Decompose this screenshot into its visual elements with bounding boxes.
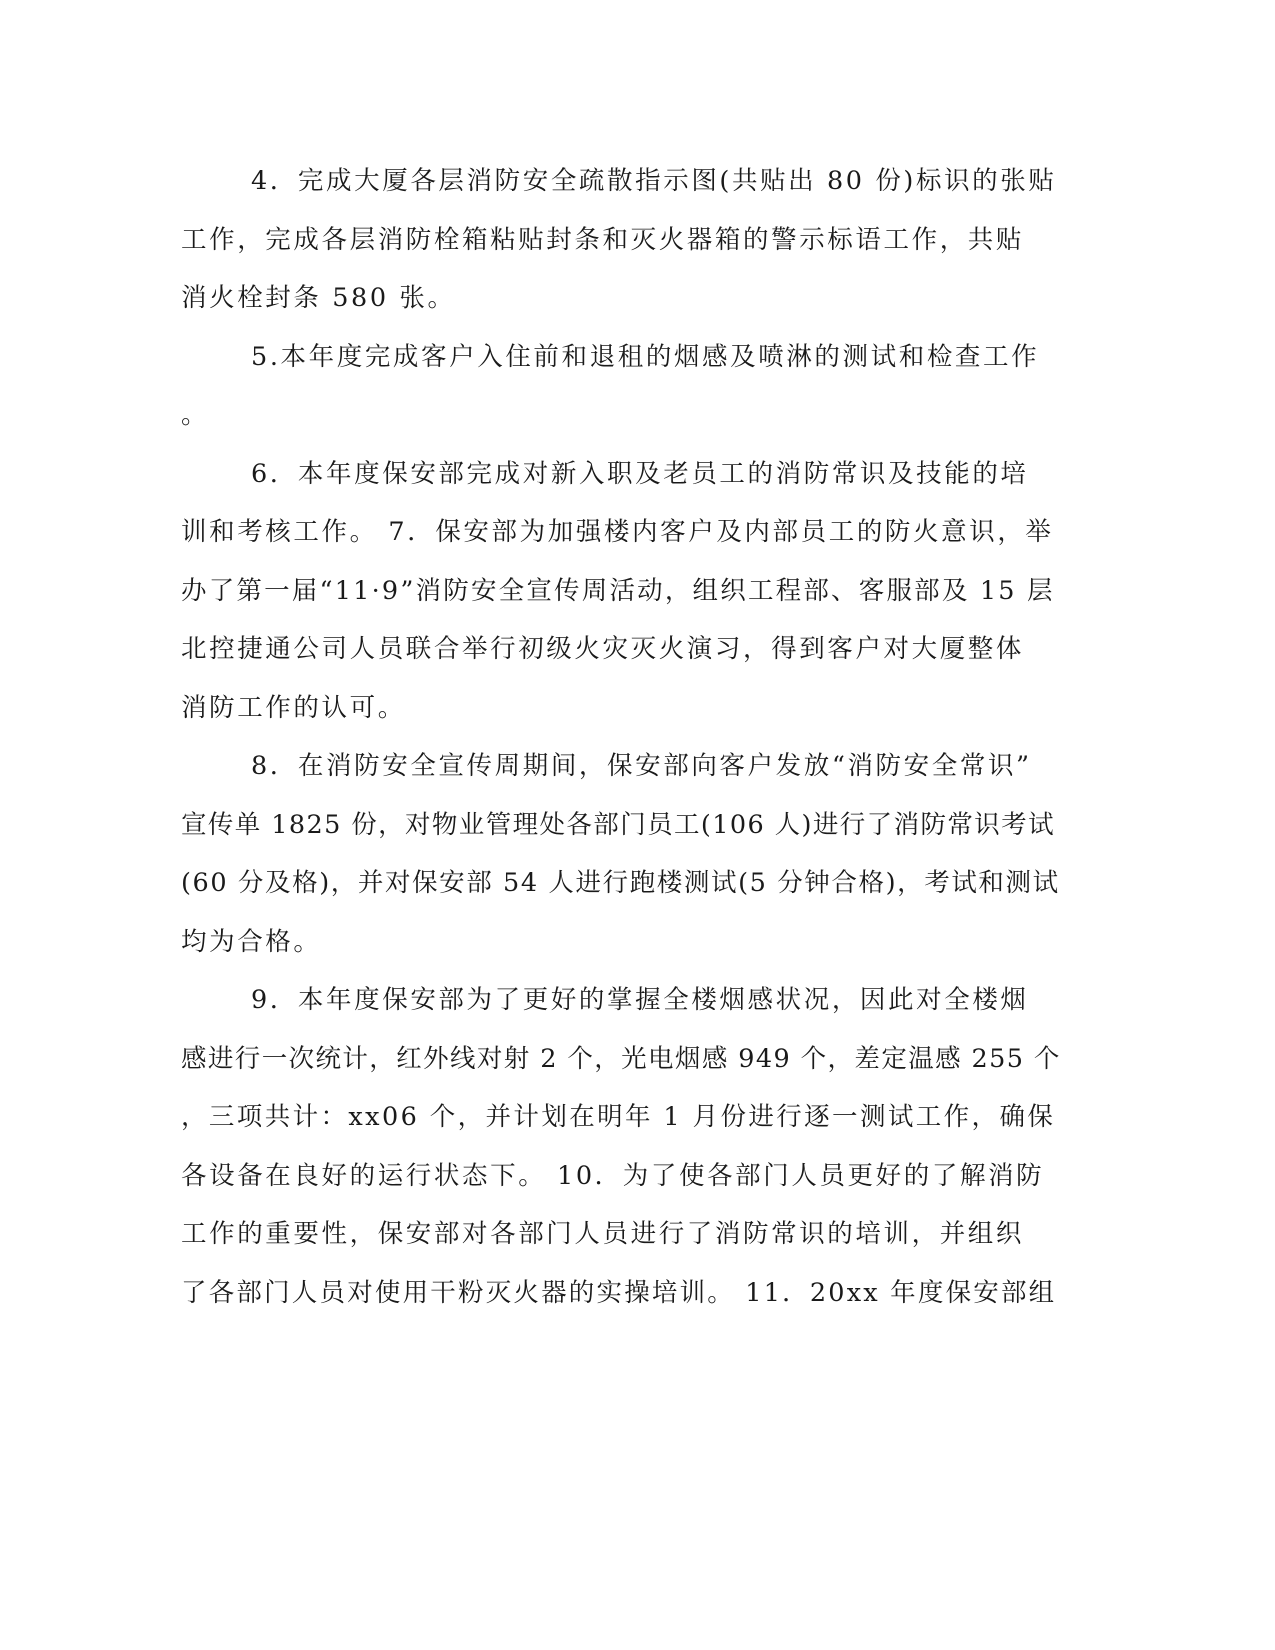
text-line: 均为合格。 — [181, 926, 322, 957]
text-line: 北控捷通公司人员联合举行初级火灾灭火演习，得到客户对大厦整体 — [181, 634, 1025, 664]
text-line: 各设备在良好的运行状态下。 10．为了使各部门人员更好的了解消防 — [181, 1160, 1045, 1191]
document-body — [181, 152, 1061, 1322]
text-line: 宣传单 1825 份，对物业管理处各部门员工(106 人)进行了消防常识考试 — [181, 809, 1055, 840]
text-line: 消火栓封条 580 张。 — [181, 283, 456, 313]
text-line: 8．在消防安全宣传周期间，保安部向客户发放“消防安全常识” — [251, 751, 1032, 781]
text-line: ，三项共计：xx06 个，并计划在明年 1 月份进行逐一测试工作，确保 — [181, 1102, 1056, 1132]
text-line: 工作，完成各层消防栓箱粘贴封条和灭火器箱的警示标语工作，共贴 — [181, 224, 1025, 255]
text-line: (60 分及格)，并对保安部 54 人进行跑楼测试(5 分钟合格)，考试和测试 — [181, 868, 1060, 898]
text-line: 工作的重要性，保安部对各部门人员进行了消防常识的培训，并组织 — [181, 1219, 1025, 1249]
text-line: 训和考核工作。 7．保安部为加强楼内客户及内部员工的防火意识，举 — [181, 517, 1054, 547]
text-line: 。 — [181, 400, 210, 430]
text-line: 5.本年度完成客户入住前和退租的烟感及喷淋的测试和检查工作 — [251, 341, 1040, 372]
text-line: 办了第一届“11·9”消防安全宣传周活动，组织工程部、客服部及 15 层 — [181, 575, 1055, 606]
text-line: 感进行一次统计，红外线对射 2 个，光电烟感 949 个，差定温感 255 个 — [181, 1043, 1061, 1074]
text-line: 6．本年度保安部完成对新入职及老员工的消防常识及技能的培 — [251, 458, 1029, 489]
text-line: 9．本年度保安部为了更好的掌握全楼烟感状况，因此对全楼烟 — [251, 985, 1029, 1015]
text-line: 了各部门人员对使用干粉灭火器的实操培训。 11．20xx 年度保安部组 — [181, 1277, 1057, 1308]
text-line: 4．完成大厦各层消防安全疏散指示图(共贴出 80 份)标识的张贴 — [251, 166, 1057, 196]
text-line: 消防工作的认可。 — [181, 692, 406, 723]
